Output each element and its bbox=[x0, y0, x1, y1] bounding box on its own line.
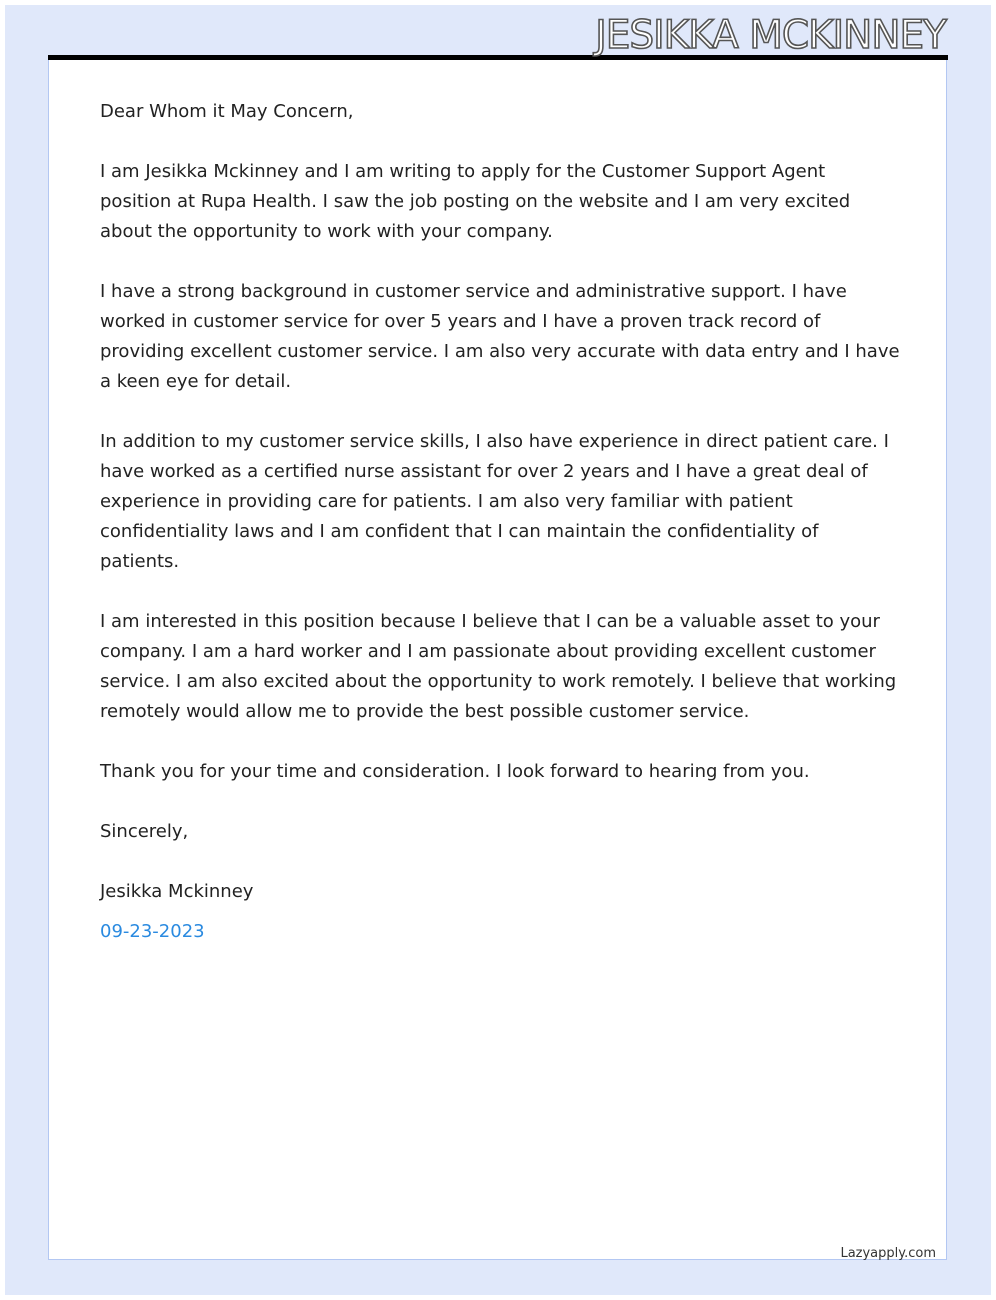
paragraph: I am interested in this position because I believe that I can be a valuable asset to your company. I am a hard worker and I am passionate about providing excellent customer service. I am also excited about the opportunity to work remotely. I believe that working remotely would allow me to provide the best possible customer service. bbox=[100, 611, 897, 722]
paragraph: I am Jesikka Mckinney and I am writing to apply for the Customer Support Agent position at Rupa Health. I saw the job posting on the website and I am very excited about the opportunity to work with your company. bbox=[100, 161, 851, 242]
letter-body bbox=[100, 97, 900, 977]
letter-date: 09-23-2023 bbox=[100, 921, 205, 942]
closing: Sincerely, bbox=[100, 821, 189, 842]
salutation: Dear Whom it May Concern, bbox=[100, 101, 354, 122]
paragraph: I have a strong background in customer service and administrative support. I have worked in customer service for over 5 years and I have a proven track record of providing excellent customer service. I am also very accurate with data entry and I have a keen eye for detail. bbox=[100, 281, 900, 392]
paragraph: In addition to my customer service skills, I also have experience in direct patient care. I have worked as a certified nurse assistant for over 2 years and I have a great deal of experience in providing care for patients. I am also very familiar with patient confidentiality laws and I am confident that I can maintain the confidentiality of patients. bbox=[100, 431, 889, 572]
footer-brand: Lazyapply.com bbox=[840, 1246, 936, 1261]
applicant-name-heading: JESIKKA MCKINNEY bbox=[595, 13, 946, 58]
paragraph: Thank you for your time and consideration. I look forward to hearing from you. bbox=[100, 761, 810, 782]
signature: Jesikka Mckinney bbox=[100, 881, 254, 902]
